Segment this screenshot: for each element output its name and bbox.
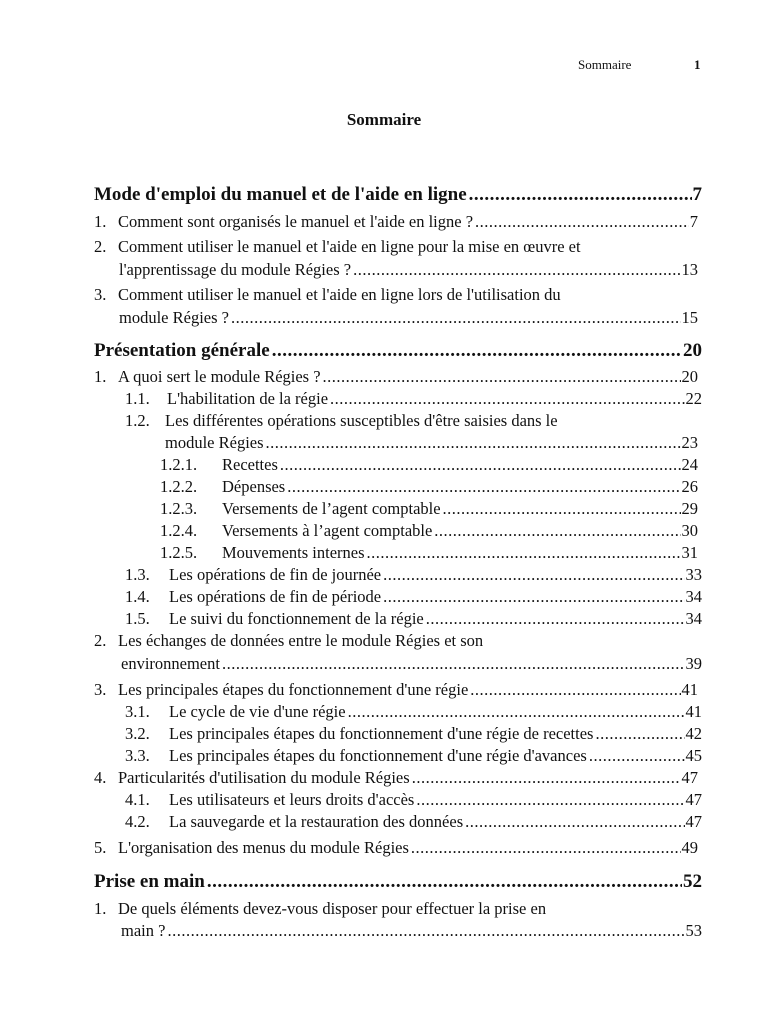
dot-leader — [412, 767, 681, 789]
dot-leader — [323, 366, 681, 388]
toc-number: 1.2.3. — [160, 499, 198, 518]
toc-number: 1.5. — [125, 609, 150, 628]
toc-number: 5. — [94, 838, 107, 857]
dot-leader — [222, 653, 685, 675]
toc-number: 1.4. — [125, 587, 150, 606]
toc-page-number: 7 — [689, 212, 698, 231]
toc-page-number: 31 — [681, 543, 698, 562]
toc-text: Versements de l’agent comptable — [222, 499, 441, 518]
toc-text: Les différentes opérations susceptibles d'être saisies dans le — [165, 411, 558, 430]
toc-number: 1. — [94, 367, 107, 386]
toc-text: Comment utiliser le manuel et l'aide en ligne pour la mise en œuvre et — [118, 237, 581, 256]
toc-number: 3. — [94, 285, 107, 304]
dot-leader — [272, 339, 682, 363]
toc-text: Les principales étapes du fonctionnement d'une régie d'avances — [169, 746, 587, 765]
toc-number: 1. — [94, 899, 107, 918]
page-header — [0, 57, 768, 75]
toc-number: 1.2.2. — [160, 477, 198, 496]
toc-page-number: 34 — [685, 587, 702, 606]
toc-text: module Régies ? — [119, 308, 229, 327]
toc-number: 3. — [94, 680, 107, 699]
toc-page-number: 34 — [685, 609, 702, 628]
dot-leader — [475, 211, 689, 233]
toc-page-number: 41 — [681, 680, 698, 699]
toc-page-number: 26 — [681, 477, 698, 496]
toc-entry[interactable] — [160, 476, 698, 498]
dot-leader — [207, 870, 682, 894]
toc-number: 4.1. — [125, 790, 150, 809]
dot-leader — [287, 476, 680, 498]
toc-page-number: 47 — [681, 768, 698, 787]
toc-entry[interactable] — [160, 454, 698, 476]
toc-page-number: 20 — [683, 340, 702, 361]
toc-text: l'apprentissage du module Régies ? — [119, 260, 352, 279]
dot-leader — [353, 259, 680, 281]
toc-text: Prise en main — [94, 871, 205, 892]
toc-entry[interactable] — [125, 564, 702, 586]
toc-page-number: 20 — [681, 367, 698, 386]
dot-leader — [411, 837, 681, 859]
dot-leader — [470, 679, 680, 701]
toc-text: Les échanges de données entre le module Régies et son — [118, 631, 484, 650]
toc-text: Les principales étapes du fonctionnement d'une régie — [118, 680, 469, 699]
document-title: Sommaire — [346, 110, 422, 129]
dot-leader — [426, 608, 685, 630]
toc-number: 1.2.1. — [160, 455, 198, 474]
toc-entry[interactable] — [125, 586, 702, 608]
dot-leader — [465, 811, 684, 833]
toc-page-number: 30 — [681, 521, 698, 540]
toc-entry[interactable] — [125, 701, 702, 723]
toc-page-number: 15 — [681, 308, 698, 327]
toc-text: La sauvegarde et la restauration des données — [169, 812, 464, 831]
toc-number: 4. — [94, 768, 107, 787]
header-page-number: 1 — [694, 57, 701, 72]
toc-page-number: 23 — [681, 433, 698, 452]
toc-number: 4.2. — [125, 812, 150, 831]
toc-text: Comment utiliser le manuel et l'aide en ligne lors de l'utilisation du — [118, 285, 561, 304]
toc-number: 1.3. — [125, 565, 150, 584]
dot-leader — [330, 388, 684, 410]
toc-text: Particularités d'utilisation du module Régies — [118, 768, 410, 787]
toc-page-number: 45 — [685, 746, 702, 765]
toc-text: Les opérations de fin de période — [169, 587, 382, 606]
toc-entry[interactable] — [94, 767, 698, 789]
toc-number: 1.1. — [125, 389, 150, 408]
toc-entry[interactable] — [94, 366, 698, 388]
toc-page-number: 49 — [681, 838, 698, 857]
toc-page-number: 42 — [685, 724, 702, 743]
toc-entry[interactable] — [94, 898, 698, 920]
toc-entry[interactable] — [119, 307, 698, 329]
toc-text: Les opérations de fin de journée — [169, 565, 382, 584]
toc-text: Les utilisateurs et leurs droits d'accès — [169, 790, 415, 809]
toc-text: Versements à l’agent comptable — [222, 521, 433, 540]
toc-entry[interactable] — [160, 520, 698, 542]
toc-entry[interactable] — [121, 920, 702, 942]
toc-text: A quoi sert le module Régies ? — [118, 367, 321, 386]
dot-leader — [231, 307, 681, 329]
toc-page-number: 22 — [685, 389, 702, 408]
header-title: Sommaire — [578, 57, 632, 72]
toc-entry[interactable] — [165, 432, 698, 454]
toc-entry[interactable] — [121, 653, 702, 675]
toc-text: De quels éléments devez-vous disposer pour effectuer la prise en — [118, 899, 547, 918]
toc-entry[interactable] — [125, 789, 702, 811]
toc-entry[interactable] — [94, 837, 698, 859]
dot-leader — [469, 183, 692, 207]
toc-text: Mode d'emploi du manuel et de l'aide en ligne — [94, 184, 467, 205]
dot-leader — [167, 920, 684, 942]
toc-number: 1. — [94, 212, 107, 231]
toc-entry[interactable] — [94, 679, 698, 701]
toc-number: 3.3. — [125, 746, 150, 765]
toc-text: module Régies — [165, 433, 264, 452]
toc-entry[interactable] — [94, 211, 698, 233]
dot-leader — [589, 745, 685, 767]
toc-entry[interactable] — [125, 608, 702, 630]
toc-text: Mouvements internes — [222, 543, 365, 562]
toc-page-number: 47 — [685, 790, 702, 809]
toc-entry[interactable] — [94, 284, 698, 306]
toc-page-number: 29 — [681, 499, 698, 518]
toc-number: 2. — [94, 237, 107, 256]
dot-leader — [383, 586, 684, 608]
toc-page-number: 47 — [685, 812, 702, 831]
toc-text: Comment sont organisés le manuel et l'aide en ligne ? — [118, 212, 474, 231]
toc-entry[interactable] — [125, 723, 702, 745]
toc-page-number: 52 — [683, 871, 702, 892]
toc-text: Le cycle de vie d'une régie — [169, 702, 346, 721]
toc-number: 3.1. — [125, 702, 150, 721]
dot-leader — [443, 498, 681, 520]
dot-leader — [416, 789, 684, 811]
toc-text: main ? — [121, 921, 166, 940]
toc-entry[interactable] — [125, 410, 698, 432]
toc-text: Dépenses — [222, 477, 286, 496]
toc-entry[interactable] — [94, 630, 698, 652]
toc-entry[interactable] — [160, 542, 698, 564]
toc-text: Présentation générale — [94, 340, 270, 361]
toc-page-number: 24 — [681, 455, 698, 474]
toc-section[interactable] — [94, 339, 702, 363]
toc-number: 2. — [94, 631, 107, 650]
dot-leader — [595, 723, 684, 745]
toc-page-number: 39 — [685, 654, 702, 673]
toc-entry[interactable] — [125, 388, 702, 410]
toc-section[interactable] — [94, 183, 702, 207]
dot-leader — [367, 542, 681, 564]
toc-number: 3.2. — [125, 724, 150, 743]
toc-text: L'habilitation de la régie — [167, 389, 329, 408]
toc-page-number: 33 — [685, 565, 702, 584]
toc-page-number: 53 — [685, 921, 702, 940]
dot-leader — [383, 564, 684, 586]
toc-text: Le suivi du fonctionnement de la régie — [169, 609, 424, 628]
toc-entry[interactable] — [160, 498, 698, 520]
toc-page-number: 41 — [685, 702, 702, 721]
toc-number: 1.2. — [125, 411, 150, 430]
toc-entry[interactable] — [125, 811, 702, 833]
dot-leader — [348, 701, 685, 723]
dot-leader — [266, 432, 681, 454]
toc-entry[interactable] — [94, 236, 698, 258]
dot-leader — [280, 454, 681, 476]
toc-page-number: 13 — [681, 260, 698, 279]
toc-number: 1.2.4. — [160, 521, 198, 540]
toc-page-number: 7 — [692, 184, 702, 205]
toc-section[interactable] — [94, 870, 702, 894]
toc-text: Les principales étapes du fonctionnement d'une régie de recettes — [169, 724, 594, 743]
toc-entry[interactable] — [125, 745, 702, 767]
dot-leader — [434, 520, 680, 542]
toc-text: environnement — [121, 654, 220, 673]
toc-text: L'organisation des menus du module Régies — [118, 838, 409, 857]
toc-text: Recettes — [222, 455, 278, 474]
toc-number: 1.2.5. — [160, 543, 198, 562]
toc-entry[interactable] — [119, 259, 698, 281]
